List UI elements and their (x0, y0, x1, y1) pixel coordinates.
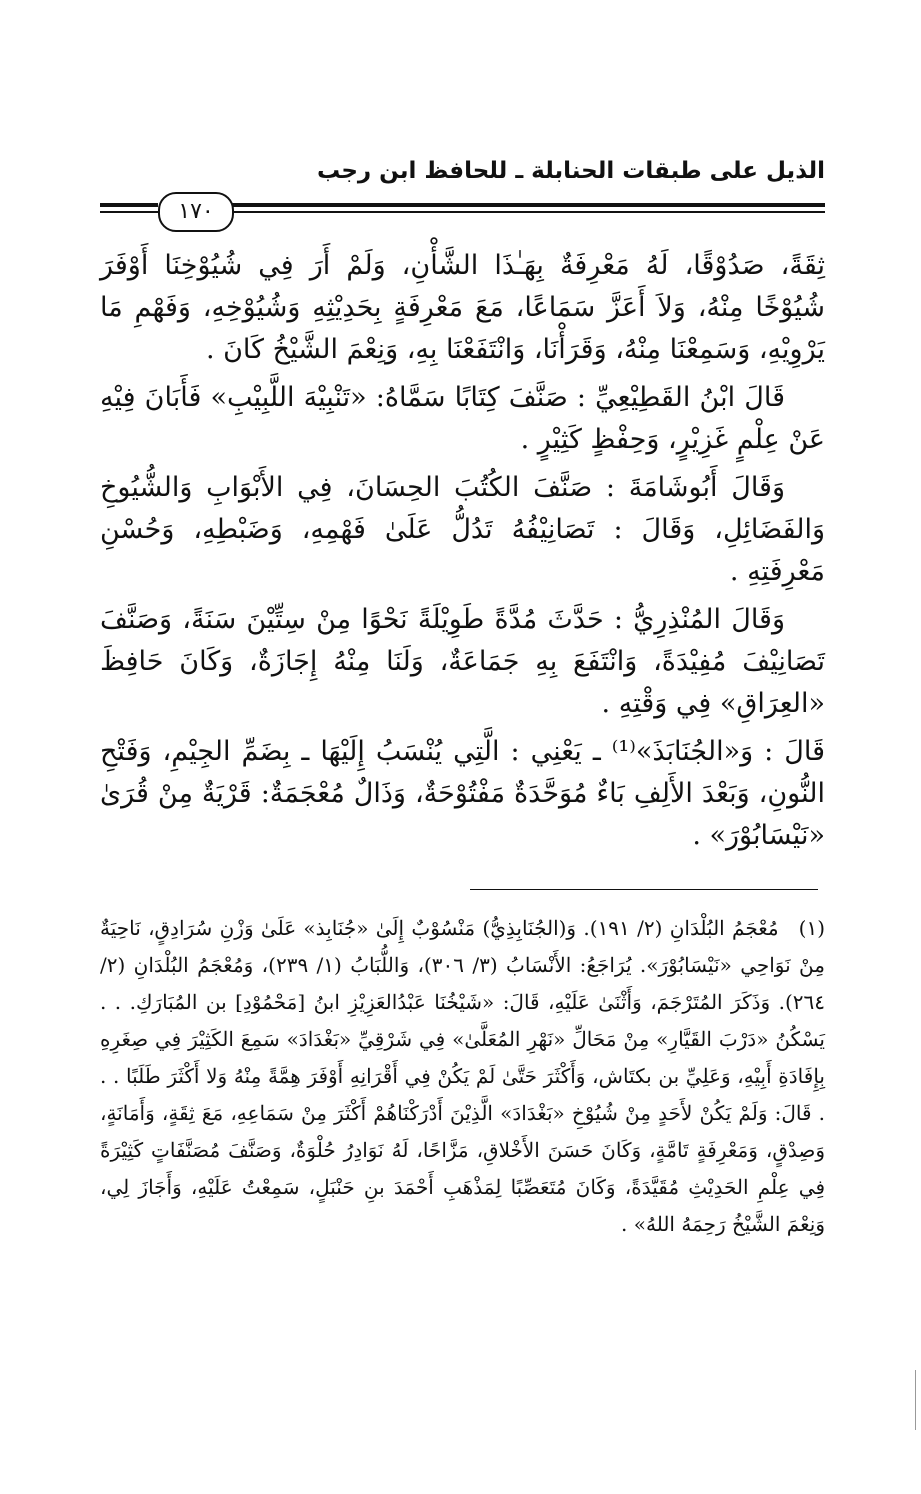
footnote-1 (100, 910, 825, 1243)
footnote-text: مُعْجَمُ البُلْدَانِ (٢/ ١٩١). وَ(الجُنَابِذِيُّ) مَنْسُوْبٌ إِلَىٰ «جُنَابِذ» عَلَىٰ وَزْنِ سُرَادِقٍ، نَاحِيَةٌ مِنْ نَوَاحِي «نَيْسَابُوْرَ». يُرَاجَعُ: الأَنْسَابُ (٣/ ٣٠٦)، وَاللُّبَابُ (١/ ٢٣٩)، وَمُعْجَمُ البُلْدَانِ (٢/ ٢٦٤). وَذَكَرَ المُتَرْجَمَ، وَأَثْنَىٰ عَلَيْهِ، قَالَ: «شَيْخُنَا عَبْدُالعَزِيْزِ ابنُ [مَحْمُوْدِ] بن المُبَارَكِ. . . يَسْكُنُ «دَرْبَ القَيَّارِ» مِنْ مَحَالِّ «نَهْرِ المُعَلَّىٰ» فِي شَرْقِيِّ «بَغْدَادَ» سَمِعَ الكَثِيْرَ فِي صِغَرِهِ بِإِفَادَةِ أَبِيْهِ، وَعَلِيِّ بن بكتَاش، وَأَكْثَرَ حَتَّىٰ لَمْ يَكُنْ فِي أَقْرَانِهِ أَوْفَرَ هِمَّةً مِنْهُ وَلا أَكْثَرَ طَلَبًا . . . قَالَ: وَلَمْ يَكُنْ لأَحَدٍ مِنْ شُيُوْخِ «بَغْدَادَ» الَّذِيْنَ أَدْرَكْنَاهُمْ أَكْثَرَ مِنْ سَمَاعِهِ، مَعَ ثِقَةٍ، وَأَمَانَةٍ، وَصِدْقٍ، وَمَعْرِفَةٍ تَامَّةٍ، وَكَانَ حَسَنَ الأَخْلاقِ، مَزَّاحًا، لَهُ نَوَادِرُ حُلْوَةٌ، وَصَنَّفَ مُصَنَّفَاتٍ كَثِيْرَةً فِي عِلْمِ الحَدِيْثِ مُقَيَّدَةً، وَكَانَ مُتَعَصِّبًا لِمَذْهَبِ أَحْمَدَ بنِ حَنْبَلٍ، سَمِعْتُ عَلَيْهِ، وَأَجَازَ لِي، وَنِعْمَ الشَّيْخُ رَحِمَهُ اللهُ» . (100, 916, 825, 1236)
paragraph-5: قَالَ : وَ«الجُنَابَذَ»⁽¹⁾ ـ يَعْنِي : الَّتِي يُنْسَبُ إِلَيْهَا ـ بِضَمِّ الجِيْمِ، وَفَتْحِ النُّونِ، وَبَعْدَ الأَلِفِ بَاءٌ مُوَحَّدَةٌ مَفْتُوْحَةٌ، وَذَالٌ مُعْجَمَةٌ: قَرْيَةٌ مِنْ قُرَىٰ «نَيْسَابُوْرَ» . (100, 736, 825, 851)
running-title: الذيل على طبقات الحنابلة ـ للحافظ ابن رجب (316, 158, 825, 184)
header-rule-bottom-left (100, 211, 158, 213)
header-rule-bottom-right (230, 211, 825, 213)
page-number: ١٧٠ (158, 192, 234, 232)
paragraph-3: وَقَالَ أَبُوشَامَةَ : صَنَّفَ الكُتُبَ الحِسَانَ، فِي الأَبْوَابِ وَالشُّيُوخِ وَالفَضَائِلِ، وَقَالَ : تَصَانِيْفُهُ تَدُلُّ عَلَىٰ فَهْمِهِ، وَضَبْطِهِ، وَحُسْنِ مَعْرِفَتِهِ . (100, 472, 825, 587)
paragraph-1: ثِقَةً، صَدُوْقًا، لَهُ مَعْرِفَةٌ بِهَـٰذَا الشَّأْنِ، وَلَمْ أَرَ فِي شُيُوْخِنَا أَوْفَرَ شُيُوْخًا مِنْهُ، وَلاَ أَعَزَّ سَمَاعًا، مَعَ مَعْرِفَةٍ بِحَدِيْثِهِ وَشُيُوْخِهِ، وَفَهْمِ مَا يَرْوِيْهِ، وَسَمِعْنَا مِنْهُ، وَقَرَأْنَا، وَانْتَفَعْنَا بِهِ، وَنِعْمَ الشَّيْخُ كَانَ . (100, 250, 825, 365)
page-header (100, 150, 825, 224)
main-text (100, 245, 825, 863)
paragraph-4: وَقَالَ المُنْذِرِيُّ : حَدَّثَ مُدَّةً طَوِيْلَةً نَحْوًا مِنْ سِتِّيْنَ سَنَةً، وَصَنَّفَ تَصَانِيْفَ مُفِيْدَةً، وَانْتَفَعَ بِهِ جَمَاعَةٌ، وَلَنَا مِنْهُ إِجَازَةٌ، وَكَانَ حَافِظَ «العِرَاقِ» فِي وَقْتِهِ . (100, 604, 825, 719)
footnotes (100, 910, 825, 1243)
header-rule-top-left (100, 203, 158, 207)
footnote-number: (١) (798, 916, 825, 940)
footnote-separator (470, 889, 818, 890)
paragraph-2: قَالَ ابْنُ القَطِيْعِيِّ : صَنَّفَ كِتَابًا سَمَّاهُ: «تَنْبِيْهَ اللَّبِيْبِ» فَأَبَانَ فِيْهِ عَنْ عِلْمٍ غَزِيْرٍ، وَحِفْظٍ كَثِيْرٍ . (100, 382, 825, 455)
page-edge-mark (915, 1370, 916, 1430)
header-rule-top-right (230, 203, 825, 207)
